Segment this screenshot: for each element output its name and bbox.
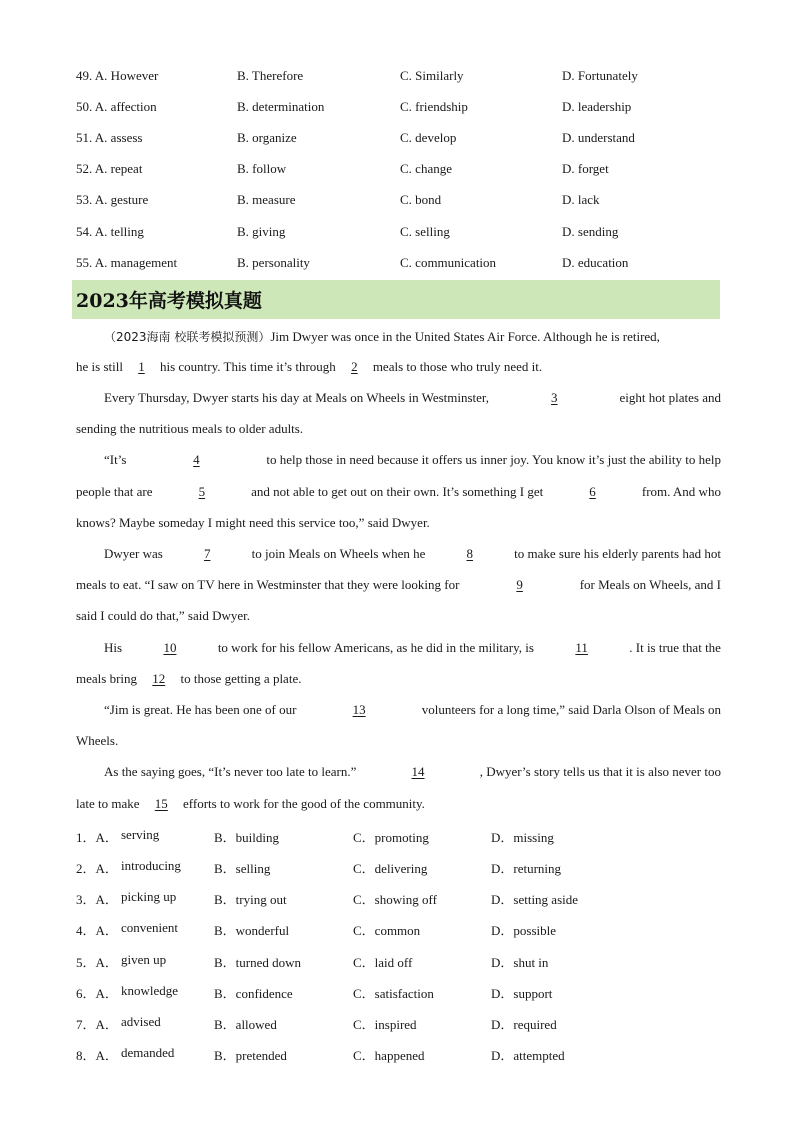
option-a	[76, 99, 157, 115]
passage-text-segment: for Meals on Wheels, and I	[579, 577, 721, 592]
option-c[interactable]: C．happened	[353, 1048, 425, 1063]
question-number: 54.	[76, 224, 93, 239]
option-b[interactable]: B．building	[214, 830, 280, 845]
passage-line: sending the nutritious meals to older adults.	[76, 421, 304, 436]
question-number: 5．A．	[76, 955, 118, 970]
option-c: C. change	[400, 161, 452, 176]
question-number: 4．A．	[76, 923, 118, 938]
question-row	[76, 858, 676, 878]
passage-text-segment: . It is true that the	[629, 640, 721, 655]
option-c: C. develop	[400, 130, 457, 145]
option-d[interactable]: D．possible	[491, 923, 557, 938]
passage-text-segment: meals to eat. “I saw on TV here in Westminster that they were looking for	[76, 577, 460, 592]
blank-8[interactable]: 8	[466, 546, 473, 561]
passage-line	[104, 390, 721, 406]
question-number: 7．A．	[76, 1017, 118, 1032]
section-heading-band	[72, 280, 720, 319]
option-a-text: A. However	[94, 68, 159, 83]
question-number: 51.	[76, 130, 93, 145]
passage-line	[104, 640, 721, 656]
option-d[interactable]: D．attempted	[491, 1048, 565, 1063]
option-c[interactable]: C．showing off	[353, 892, 437, 907]
option-d[interactable]: D．required	[491, 1017, 557, 1032]
passage-text-segment: to make sure his elderly parents had hot	[514, 546, 721, 561]
passage-text-segment: late to make	[76, 796, 140, 811]
option-b: B. measure	[237, 192, 296, 207]
question-row	[76, 161, 736, 181]
option-a	[76, 224, 144, 240]
option-a[interactable]: picking up	[121, 889, 177, 904]
passage-line: knows? Maybe someday I might need this service too,” said Dwyer.	[76, 515, 430, 530]
question-number: 3．A．	[76, 892, 118, 907]
option-b[interactable]: B．trying out	[214, 892, 287, 907]
passage-text-segment: His	[104, 640, 123, 655]
option-a	[76, 255, 177, 271]
option-a[interactable]: introducing	[121, 858, 181, 873]
passage-text-segment: eight hot plates and	[619, 390, 721, 405]
question-number: 55.	[76, 255, 93, 270]
option-a	[76, 192, 148, 208]
passage-line	[76, 671, 721, 687]
blank-14[interactable]: 14	[411, 764, 425, 779]
option-b[interactable]: B．wonderful	[214, 923, 290, 938]
question-number: 8．A．	[76, 1048, 118, 1063]
option-d[interactable]: D．missing	[491, 830, 554, 845]
blank-1[interactable]: 1	[138, 359, 145, 374]
passage-text-segment: Dwyer was	[104, 546, 163, 561]
option-d: D. Fortunately	[562, 68, 638, 83]
option-a[interactable]: serving	[121, 827, 160, 842]
blank-12[interactable]: 12	[152, 671, 166, 686]
blank-7[interactable]: 7	[203, 546, 211, 561]
option-b: B. personality	[237, 255, 310, 270]
blank-10[interactable]: 10	[163, 640, 177, 655]
passage-text-segment: from. And who	[641, 484, 721, 499]
option-b: B. giving	[237, 224, 286, 239]
passage-text-segment: to work for his fellow Americans, as he did in the military, is	[217, 640, 534, 655]
passage-text-segment: to help those in need because it offers us inner joy. You know it’s just the ability to help	[266, 452, 721, 467]
blank-4[interactable]: 4	[193, 452, 200, 467]
option-b[interactable]: B．turned down	[214, 955, 302, 970]
option-d: D. forget	[562, 161, 609, 176]
option-a-text: A. repeat	[94, 161, 143, 176]
option-d: D. education	[562, 255, 629, 270]
passage-text	[104, 328, 660, 345]
passage-line: said I could do that,” said Dwyer.	[76, 608, 251, 623]
option-d: D. lack	[562, 192, 600, 207]
question-row	[76, 68, 736, 88]
option-d[interactable]: D．shut in	[491, 955, 549, 970]
blank-13[interactable]: 13	[352, 702, 366, 717]
option-c[interactable]: C．inspired	[353, 1017, 417, 1032]
option-b: B. follow	[237, 161, 287, 176]
question-number: 2．A．	[76, 861, 118, 876]
passage-text-segment: people that are	[76, 484, 153, 499]
passage-text-segment: meals bring	[76, 671, 138, 686]
option-d: D. understand	[562, 130, 635, 145]
option-b[interactable]: B．selling	[214, 861, 271, 876]
question-row	[76, 192, 736, 212]
option-c[interactable]: C．common	[353, 923, 421, 938]
question-row	[76, 1014, 676, 1034]
option-a-text: A. affection	[94, 99, 157, 114]
passage-text-segment: he is still	[76, 359, 123, 374]
passage-text-segment: to join Meals on Wheels when he	[251, 546, 426, 561]
question-number: 50.	[76, 99, 93, 114]
passage-text-segment: , Dwyer’s story tells us that it is also never too	[479, 764, 721, 779]
question-number: 1．A．	[76, 830, 118, 845]
passage-text-segment: and not able to get out on their own. It’s something I get	[251, 484, 544, 499]
option-b[interactable]: B．confidence	[214, 986, 293, 1001]
question-row	[76, 827, 676, 847]
option-a-text: A. gesture	[94, 192, 149, 207]
blank-11[interactable]: 11	[575, 640, 588, 655]
passage-text-segment: meals to those who truly need it.	[372, 359, 543, 374]
option-b: B. organize	[237, 130, 297, 145]
blank-6[interactable]: 6	[589, 484, 596, 499]
passage-text-segment: “Jim is great. He has been one of our	[104, 702, 297, 717]
passage-text-segment: volunteers for a long time,” said Darla Olson of Meals on	[421, 702, 721, 717]
passage-line	[76, 359, 721, 375]
option-a-text: A. assess	[94, 130, 143, 145]
option-a[interactable]: demanded	[121, 1045, 175, 1060]
passage-line	[76, 484, 721, 500]
passage-text-segment: Jim Dwyer was once in the United States Air Force. Although he is retired,	[270, 329, 660, 344]
option-c: C. bond	[400, 192, 442, 207]
option-c: C. communication	[400, 255, 497, 270]
question-number: 53.	[76, 192, 93, 207]
option-a	[76, 161, 142, 177]
question-number: 49.	[76, 68, 93, 83]
passage-line	[76, 577, 721, 593]
blank-2[interactable]: 2	[351, 359, 358, 374]
option-b: B. determination	[237, 99, 325, 114]
passage-text-segment: to those getting a plate.	[180, 671, 302, 686]
option-b[interactable]: B．allowed	[214, 1017, 277, 1032]
option-a[interactable]: knowledge	[121, 983, 179, 998]
question-row	[76, 130, 736, 150]
passage-text-segment: “It’s	[104, 452, 127, 467]
passage-source: （2023海南 校联考模拟预测）	[104, 330, 271, 344]
question-row	[76, 255, 736, 275]
option-c: C. Similarly	[400, 68, 464, 83]
question-number: 6．A．	[76, 986, 118, 1001]
passage-line	[104, 546, 721, 562]
question-row	[76, 224, 736, 244]
option-b: B. Therefore	[237, 68, 304, 83]
option-a[interactable]: convenient	[121, 920, 179, 935]
blank-3[interactable]: 3	[551, 390, 558, 405]
option-c[interactable]: C．promoting	[353, 830, 429, 845]
option-a	[76, 130, 142, 146]
option-c[interactable]: C．satisfaction	[353, 986, 434, 1001]
question-number: 52.	[76, 161, 93, 176]
passage-line	[104, 764, 721, 780]
option-a-text: A. telling	[94, 224, 144, 239]
question-row	[76, 920, 676, 940]
option-a-text: A. management	[94, 255, 178, 270]
passage-line	[104, 702, 721, 718]
option-d[interactable]: D．returning	[491, 861, 562, 876]
question-row	[76, 983, 676, 1003]
passage-line	[76, 796, 721, 812]
option-d[interactable]: D．setting aside	[491, 892, 579, 907]
option-d: D. leadership	[562, 99, 632, 114]
option-c[interactable]: C．delivering	[353, 861, 428, 876]
passage-line	[104, 328, 721, 345]
option-a[interactable]: advised	[121, 1014, 161, 1029]
option-c: C. friendship	[400, 99, 468, 114]
passage-text-segment: efforts to work for the good of the community.	[183, 796, 425, 811]
option-b[interactable]: B．pretended	[214, 1048, 287, 1063]
option-c: C. selling	[400, 224, 450, 239]
question-row	[76, 99, 736, 119]
section-title: 2023年高考模拟真题	[76, 290, 262, 312]
passage-text-segment: Every Thursday, Dwyer starts his day at Meals on Wheels in Westminster,	[104, 390, 489, 405]
passage-text-segment: his country. This time it’s through	[159, 359, 336, 374]
option-d: D. sending	[562, 224, 619, 239]
option-a[interactable]: given up	[121, 952, 167, 967]
passage-line: Wheels.	[76, 733, 119, 748]
blank-9[interactable]: 9	[516, 577, 523, 592]
option-d[interactable]: D．support	[491, 986, 553, 1001]
question-row	[76, 889, 676, 909]
option-c[interactable]: C．laid off	[353, 955, 413, 970]
question-row	[76, 1045, 676, 1065]
question-row	[76, 952, 676, 972]
option-a	[76, 68, 158, 84]
blank-5[interactable]: 5	[198, 484, 206, 499]
blank-15[interactable]: 15	[154, 796, 168, 811]
passage-text-segment: As the saying goes, “It’s never too late to learn.”	[104, 764, 357, 779]
passage-line	[104, 452, 721, 468]
